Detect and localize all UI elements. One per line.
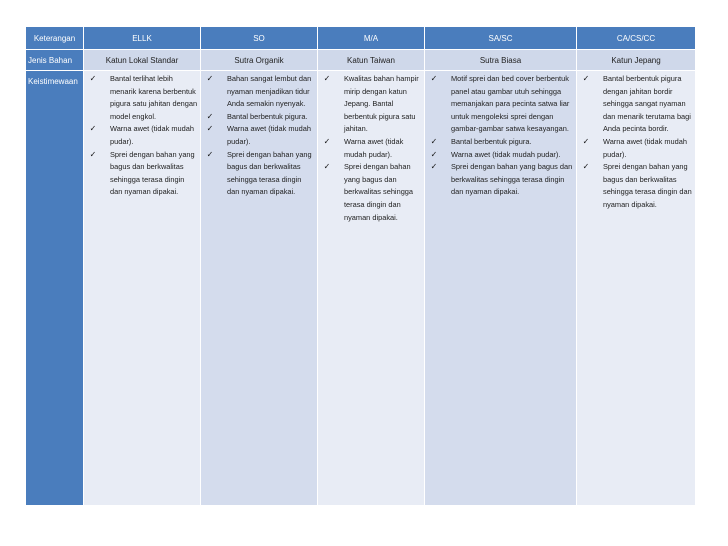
- bahan-ca-cs-cc: Katun Jepang: [577, 50, 696, 71]
- feature-item: [429, 149, 574, 162]
- feature-item: [429, 161, 574, 199]
- checkmark-icon: ✓: [206, 111, 214, 121]
- feature-text: Warna awet (tidak mudah pudar).: [344, 136, 404, 159]
- fitur-sa-sc: [425, 71, 577, 506]
- feature-item: [322, 161, 422, 224]
- checkmark-icon: ✓: [430, 149, 438, 159]
- feature-text: Sprei dengan bahan yang bagus dan berkwalitas sehingga terasa dingin dan nyaman dipakai.: [227, 149, 312, 197]
- feature-item: [205, 123, 315, 148]
- feature-text: Bantal berbentuk pigura.: [227, 111, 308, 121]
- feature-list: [201, 71, 317, 199]
- checkmark-icon: ✓: [206, 149, 214, 159]
- row-label-keistimewaan: Keistimewaan: [26, 71, 84, 506]
- feature-item: [429, 73, 574, 136]
- header-sa-sc: SA/SC: [425, 27, 577, 50]
- checkmark-icon: ✓: [582, 136, 590, 146]
- feature-item: [205, 149, 315, 199]
- feature-item: [429, 136, 574, 149]
- checkmark-icon: ✓: [430, 136, 438, 146]
- feature-text: Warna awet (tidak mudah pudar).: [110, 124, 194, 146]
- feature-text: Warna awet (tidak mudah pudar).: [227, 124, 311, 146]
- feature-text: Warna awet (tidak mudah pudar).: [603, 136, 687, 159]
- header-keterangan: Keterangan: [26, 27, 84, 50]
- checkmark-icon: ✓: [206, 74, 214, 83]
- feature-text: Kwalitas bahan hampir mirip dengan katun Jepang. Bantal berbentuk pigura satu jahitan.: [344, 74, 419, 134]
- feature-text: Sprei dengan bahan yang bagus dan berkwalitas sehingga terasa dingin dan nyaman dipakai.: [344, 162, 414, 222]
- feature-item: [205, 73, 315, 111]
- fitur-so: [201, 71, 318, 506]
- feature-text: Sprei dengan bahan yang bagus dan berkwalitas sehingga terasa dingin dan nyaman dipakai.: [603, 162, 692, 209]
- bahan-so: Sutra Organik: [201, 50, 318, 71]
- checkmark-icon: ✓: [206, 124, 214, 134]
- header-so: SO: [201, 27, 318, 50]
- feature-text: Bantal terlihat lebih menarik karena berbentuk pigura satu jahitan dengan model engkol.: [110, 74, 198, 121]
- header-ca-cs-cc: CA/CS/CC: [577, 27, 696, 50]
- fitur-ma: [318, 71, 425, 506]
- row-keistimewaan: [26, 71, 696, 506]
- feature-text: Sprei dengan bahan yang bagus dan berkwalitas sehingga terasa dingin dan nyaman dipakai.: [451, 162, 573, 197]
- feature-item: [322, 73, 422, 136]
- feature-list: [318, 71, 424, 224]
- row-label-jenis-bahan: Jenis Bahan: [26, 50, 84, 71]
- feature-item: [581, 161, 693, 211]
- fitur-ca-cs-cc: [577, 71, 696, 506]
- checkmark-icon: ✓: [430, 162, 438, 172]
- feature-item: [88, 73, 198, 123]
- row-jenis-bahan: [26, 50, 696, 71]
- checkmark-icon: ✓: [89, 124, 97, 134]
- feature-item: [88, 123, 198, 148]
- feature-text: Bantal berbentuk pigura.: [451, 136, 532, 146]
- feature-text: Warna awet (tidak mudah pudar).: [451, 149, 561, 159]
- bahan-ma: Katun Taiwan: [318, 50, 425, 71]
- bahan-ellk: Katun Lokal Standar: [84, 50, 201, 71]
- fitur-ellk: [84, 71, 201, 506]
- checkmark-icon: ✓: [582, 162, 590, 172]
- feature-item: [205, 111, 315, 124]
- feature-list: [84, 71, 200, 199]
- checkmark-icon: ✓: [582, 74, 590, 83]
- header-row: [26, 27, 696, 50]
- feature-text: Motif sprei dan bed cover berbentuk panel atau gambar utuh sehingga memanjakan para pecinta satwa liar untuk mengoleksi sprei dengan gambar-gambar satwa kesayangan.: [451, 74, 570, 134]
- bahan-sa-sc: Sutra Biasa: [425, 50, 577, 71]
- comparison-table: [25, 26, 696, 506]
- feature-text: Bahan sangat lembut dan nyaman menjadikan tidur Anda semakin nyenyak.: [227, 74, 312, 109]
- checkmark-icon: ✓: [323, 136, 331, 146]
- header-ma: M/A: [318, 27, 425, 50]
- feature-text: Bantal berbentuk pigura dengan jahitan bordir sehingga sangat nyaman dan menarik terutama bagi Anda pecinta bordir.: [603, 74, 691, 134]
- checkmark-icon: ✓: [430, 74, 438, 83]
- checkmark-icon: ✓: [89, 74, 97, 83]
- feature-item: [581, 136, 693, 161]
- checkmark-icon: ✓: [323, 74, 331, 83]
- feature-list: [577, 71, 695, 212]
- feature-item: [581, 73, 693, 136]
- header-ellk: ELLK: [84, 27, 201, 50]
- checkmark-icon: ✓: [89, 149, 97, 159]
- feature-item: [88, 149, 198, 199]
- feature-item: [322, 136, 422, 161]
- feature-text: Sprei dengan bahan yang bagus dan berkwalitas sehingga terasa dingin dan nyaman dipakai.: [110, 149, 195, 197]
- feature-list: [425, 71, 576, 199]
- checkmark-icon: ✓: [323, 162, 331, 172]
